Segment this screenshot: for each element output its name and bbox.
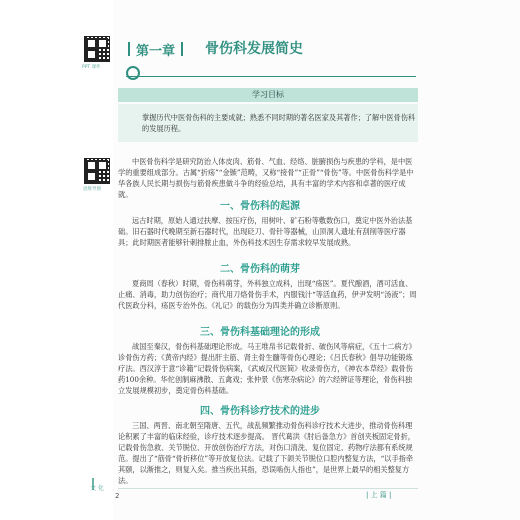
section-paragraph: 夏商周（春秋）时期，骨伤科萌芽，外科独立成科，出现“疡医”。夏代酿酒，酒可活血、止痛、消毒，助力创伤治疗；商代用刀烙骨伤手术，内服钱汁“等活血药，伊尹发明“汤液”；周代医政分科，疡医专治外伤。《礼记》的载伤分为四类并确立诊断原则。 [118,279,417,310]
section-paragraph: 三国、两晋、南北朝至隋唐、五代，战乱频繁推动骨伤科诊疗技术大进步，推动骨伤科理论积累了丰富的临床经验，诊疗技术逐步提高。 晋代葛洪《肘后备急方》首创夹板固定骨折，记载骨伤急救、关节脱位、开放创伤治疗方法，对伤口清洗、复位固定、药物疗法都有系统规范。提出了“筋骨“骨折移位”等开放复位法。记载了下颌关节脱位口腔内整复方法，“以手指牵其颐，以渐推之，则复入矣。推当疾出其指，恐误啮伤人指也”，是世界上最早的相关整复方法。 [118,421,415,485]
footer-rule [118,488,418,489]
section-paragraph: 远古时期，原始人通过扶摩、按压疗伤，用树叶、矿石粉等敷数伤口，奠定中医外治法基础。旧石器时代晚期至新石器时代，出现砭刀、骨针等器械，山顶洞人遗址有刮削等医疗器具；此时期医者能够针刺排脓止血，外伤科技术因生存需求较早发展成熟。 [118,216,413,247]
chapter-title: 骨伤科发展简史 [205,41,303,57]
chapter-divider [126,76,416,77]
cloud-ornament-icon [126,66,140,80]
section-title: 二、骨伤科的萌芽 [220,264,300,275]
part-label: | 上 篇 | [366,491,392,499]
qr-code-ppt[interactable] [84,36,110,62]
qr-mindmap-label: 思维导图 [83,187,101,192]
qr-code-mindmap[interactable] [84,158,110,184]
chapter-heading [128,40,183,58]
chapter-number: 第一章 [136,43,176,59]
section-title: 四、骨伤科诊疗技术的进步 [200,406,320,417]
footer-brand: 文 化 [90,485,104,492]
section-title: 一、骨伤科的起源 [220,201,300,212]
qr-ppt-label: PPT 课件 [82,65,101,70]
section-paragraph: 战国至秦汉，骨伤科基础理论形成。马王堆帛书记载骨折、破伤风等病症，《五十二病方》诊骨伤方药；《黄帝内经》提出肝主筋、肾主骨生髓等骨伤心理论；《吕氏春秋》倡导功能锻炼疗法。西汉淳于意“诊籍”记载骨伤病案，《武威汉代医简》收录骨伤方，《神农本草经》载骨伤药100余种。华佗创制麻沸散、五禽戏；张仲景《伤寒杂病论》的六经辨证等理论，骨伤科独立发展规模初步，奠定骨伤科基础。 [118,342,416,395]
section-title: 三、骨伤科基础理论的形成 [200,327,320,338]
learning-goal-title: 学习目标 [252,90,284,99]
intro-paragraph: 中医骨伤科学是研究防治人体皮肉、筋骨、气血、经络、脏腑损伤与疾患的学科，是中医学的重要组成部分。古属“折疡”“金镞”范畴，又称“接骨”“正骨”“骨伤”等。中医骨伤科学是中华各族人民长期与损伤与筋骨疾患做斗争的经验总结，具有丰富的学术内容和卓著的医疗成就。 [118,157,414,199]
page-number: 2 [115,492,120,500]
learning-goal-text: 掌握历代中医骨伤科的主要成就；熟悉不同时期的著名医家及其著作；了解中医骨伤科的发展历程。 [142,113,416,133]
learning-goal-header [118,88,418,102]
